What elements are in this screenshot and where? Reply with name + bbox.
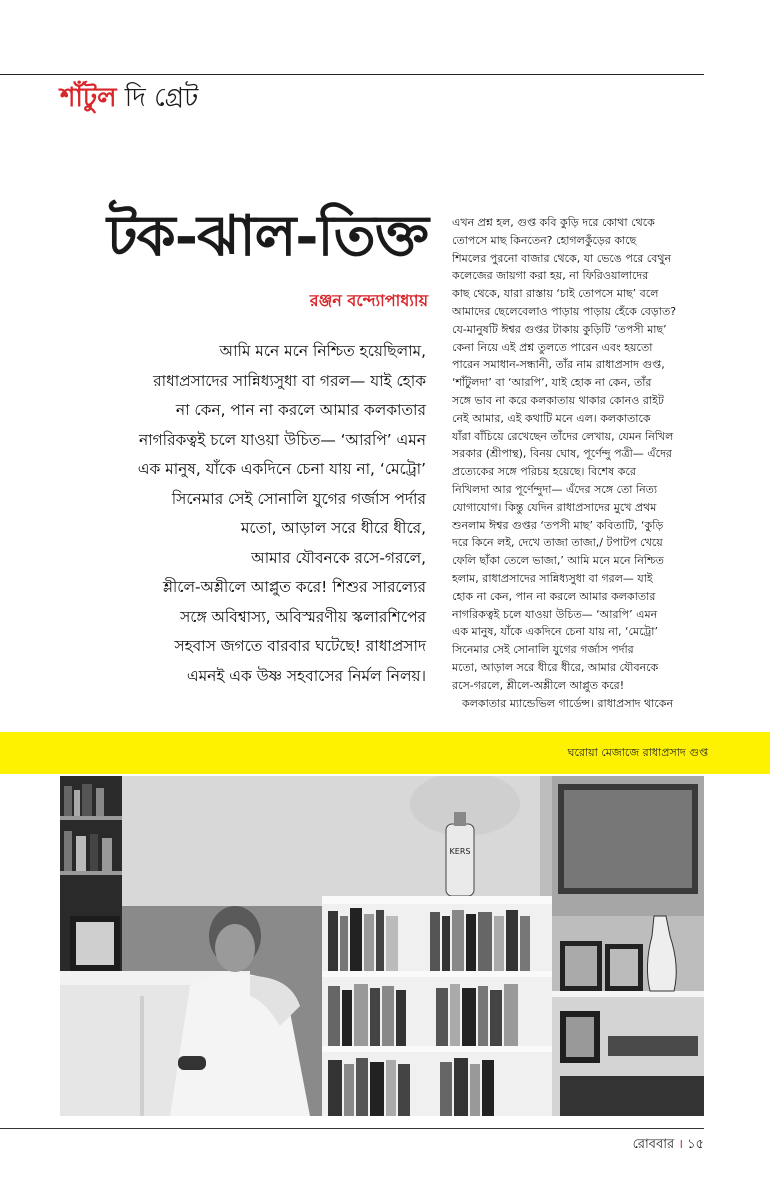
top-rule — [0, 74, 704, 75]
body-line: যে-মানুষটি ঈশ্বর গুপ্তর টাকায় কুড়িটি ‘তপসী মাছ’ — [452, 322, 667, 336]
body-line: হলাম, রাধাপ্রসাদের সান্নিধ্যসুধা বা গরল— যাই — [452, 571, 653, 585]
body-line: কলেজের জায়গা করা হয়, না ফিরিওয়ালাদের — [452, 269, 649, 283]
body-line: নিখিলদা আর পূর্ণেন্দুদা— এঁদের সঙ্গে তো নিত্য — [452, 482, 658, 496]
section-label-black: দি গ্রেট — [124, 83, 199, 113]
pull-quote-line: মতো, আড়াল সরে ধীরে ধীরে, — [240, 519, 426, 537]
body-line: ফেলি ছাঁকা তেলে ভাজা,’ আমি মনে মনে নিশ্চিত — [452, 554, 664, 568]
body-line: রসে-গরলে, শ্লীলে-অশ্লীলে আপ্লুত করে! — [452, 678, 625, 692]
body-line: কেনা নিয়ে এই প্রশ্ন তুলতে পারেন এবং হয়তো — [452, 340, 653, 354]
body-line: সরকার (শ্রীপান্থ), বিনয় ঘোষ, পূর্ণেন্দু পত্রী— এঁদের — [452, 447, 672, 461]
pull-quote-line: সিনেমার সেই সোনালি যুগের গর্জাস পর্দার — [171, 489, 426, 508]
caption-band — [0, 732, 770, 774]
article-byline: রঞ্জন বন্দ্যোপাধ্যায় — [309, 291, 428, 310]
body-line: শুনলাম ঈশ্বর গুপ্তর ‘তপসী মাছ’ কবিতাটি, ‘কুড়ি — [452, 518, 664, 532]
page-folio — [633, 1134, 704, 1156]
body-line: আমাদের ছেলেবেলাও পাড়ায় পাড়ায় হেঁকে বেড়াত? — [452, 304, 677, 318]
body-line: সিনেমার সেই সোনালি যুগের গর্জাস পর্দার — [452, 643, 634, 657]
page-number: ১৫ — [687, 1137, 704, 1152]
article-headline: টক-ঝাল-তিক্ত — [107, 203, 428, 269]
photo-caption: ঘরোয়া মেজাজে রাধাপ্রসাদ গুপ্ত — [567, 746, 708, 759]
body-line: কলকাতার ম্যান্ডেভিল গার্ডেন্স। রাধাপ্রসাদ থাকেন — [462, 696, 674, 710]
section-label — [60, 82, 198, 114]
pull-quote-line: নাগরিকত্বই চলে যাওয়া উচিত— ‘আরপি’ এমন — [138, 430, 426, 449]
section-label-red: শাঁটুল — [60, 83, 117, 113]
body-line: নাগরিকত্বই চলে যাওয়া উচিত— ‘আরপি’ এমন — [452, 607, 658, 621]
body-line: কাছ থেকে, যারা রাস্তায় ‘চাই তোপসে মাছ’ বলে — [452, 287, 659, 301]
article-photo — [60, 776, 704, 1116]
body-line: এক মানুষ, যাঁকে একদিনে চেনা যায় না, ‘মেট্রো’ — [452, 625, 658, 639]
body-line: যোগাযোগ। কিন্তু যেদিন রাধাপ্রসাদের মুখে প্রথম — [452, 500, 657, 514]
pull-quote-line: আমার যৌবনকে রসে-গরলে, — [251, 548, 426, 567]
pull-quote-line: রাধাপ্রসাদের সান্নিধ্যসুধা বা গরল— যাই হোক — [153, 371, 426, 390]
pull-quote-line: সহবাস জগতে বারবার ঘটেছে! রাধাপ্রসাদ — [174, 637, 426, 655]
pull-quote — [137, 337, 426, 691]
body-line: দরে কিনে লই, দেখে তাজা তাজা,/ টপাটপ খেয়ে — [452, 536, 663, 550]
liquor-bottle — [446, 812, 474, 896]
body-line: সঙ্গে ভাব না করে কলকাতায় থাকার কোনও রাইট — [452, 393, 664, 407]
pull-quote-line: না কেন, পান না করলে আমার কলকাতার — [175, 401, 426, 419]
body-line: মতো, আড়াল সরে ধীরে ধীরে, আমার যৌবনকে — [452, 660, 659, 674]
body-line: প্রত্যেকের সঙ্গে পরিচয় হয়েছে। বিশেষ করে — [452, 465, 636, 479]
folio-separator: । — [678, 1137, 684, 1152]
body-line: নেই আমার, এই কথাটি মনে এল। কলকাতাকে — [452, 411, 651, 425]
body-line: শিমলের পুরনো বাজার থেকে, যা ভেঙে পরে বেথুন — [452, 251, 672, 265]
body-line: যাঁরা বাঁচিয়ে রেখেছেন তাঁদের লেখায়, যেমন নিখিল — [452, 429, 674, 443]
pull-quote-line: সঙ্গে অবিশ্বাস্য, অবিস্মরণীয় স্কলারশিপের — [180, 607, 426, 626]
pull-quote-line: আমি মনে মনে নিশ্চিত হয়েছিলাম, — [219, 342, 426, 360]
body-column — [452, 214, 712, 712]
body-line: পারেন সমাধান-সন্ধানী, তাঁর নাম রাধাপ্রসাদ গুপ্ত, — [452, 358, 665, 372]
bottle-label: KERS — [449, 847, 471, 856]
bottom-rule — [0, 1128, 704, 1129]
body-line: তোপসে মাছ কিনতেন? হোগলকুঁড়ের কাছে — [452, 233, 637, 247]
pull-quote-line: এমনই এক উষ্ণ সহবাসের নির্মল নিলয়। — [186, 666, 426, 685]
pull-quote-line: এক মানুষ, যাঁকে একদিনে চেনা যায় না, ‘মেট্রো’ — [137, 460, 426, 478]
body-line: ‘শাঁটুলদা’ বা ‘আরপি’, যাই হোক না কেন, তাঁর — [452, 376, 652, 390]
body-line: এখন প্রশ্ন হল, গুপ্ত কবি কুড়ি দরে কোথা থেকে — [452, 216, 655, 229]
magazine-name: রোববার — [632, 1137, 675, 1152]
center-bookshelf — [322, 896, 552, 1116]
body-line: হোক না কেন, পান না করলে আমার কলকাতার — [452, 589, 656, 603]
pull-quote-line: শ্লীলে-অশ্লীলে আপ্লুত করে! শিশুর সারল্যের — [162, 578, 426, 596]
